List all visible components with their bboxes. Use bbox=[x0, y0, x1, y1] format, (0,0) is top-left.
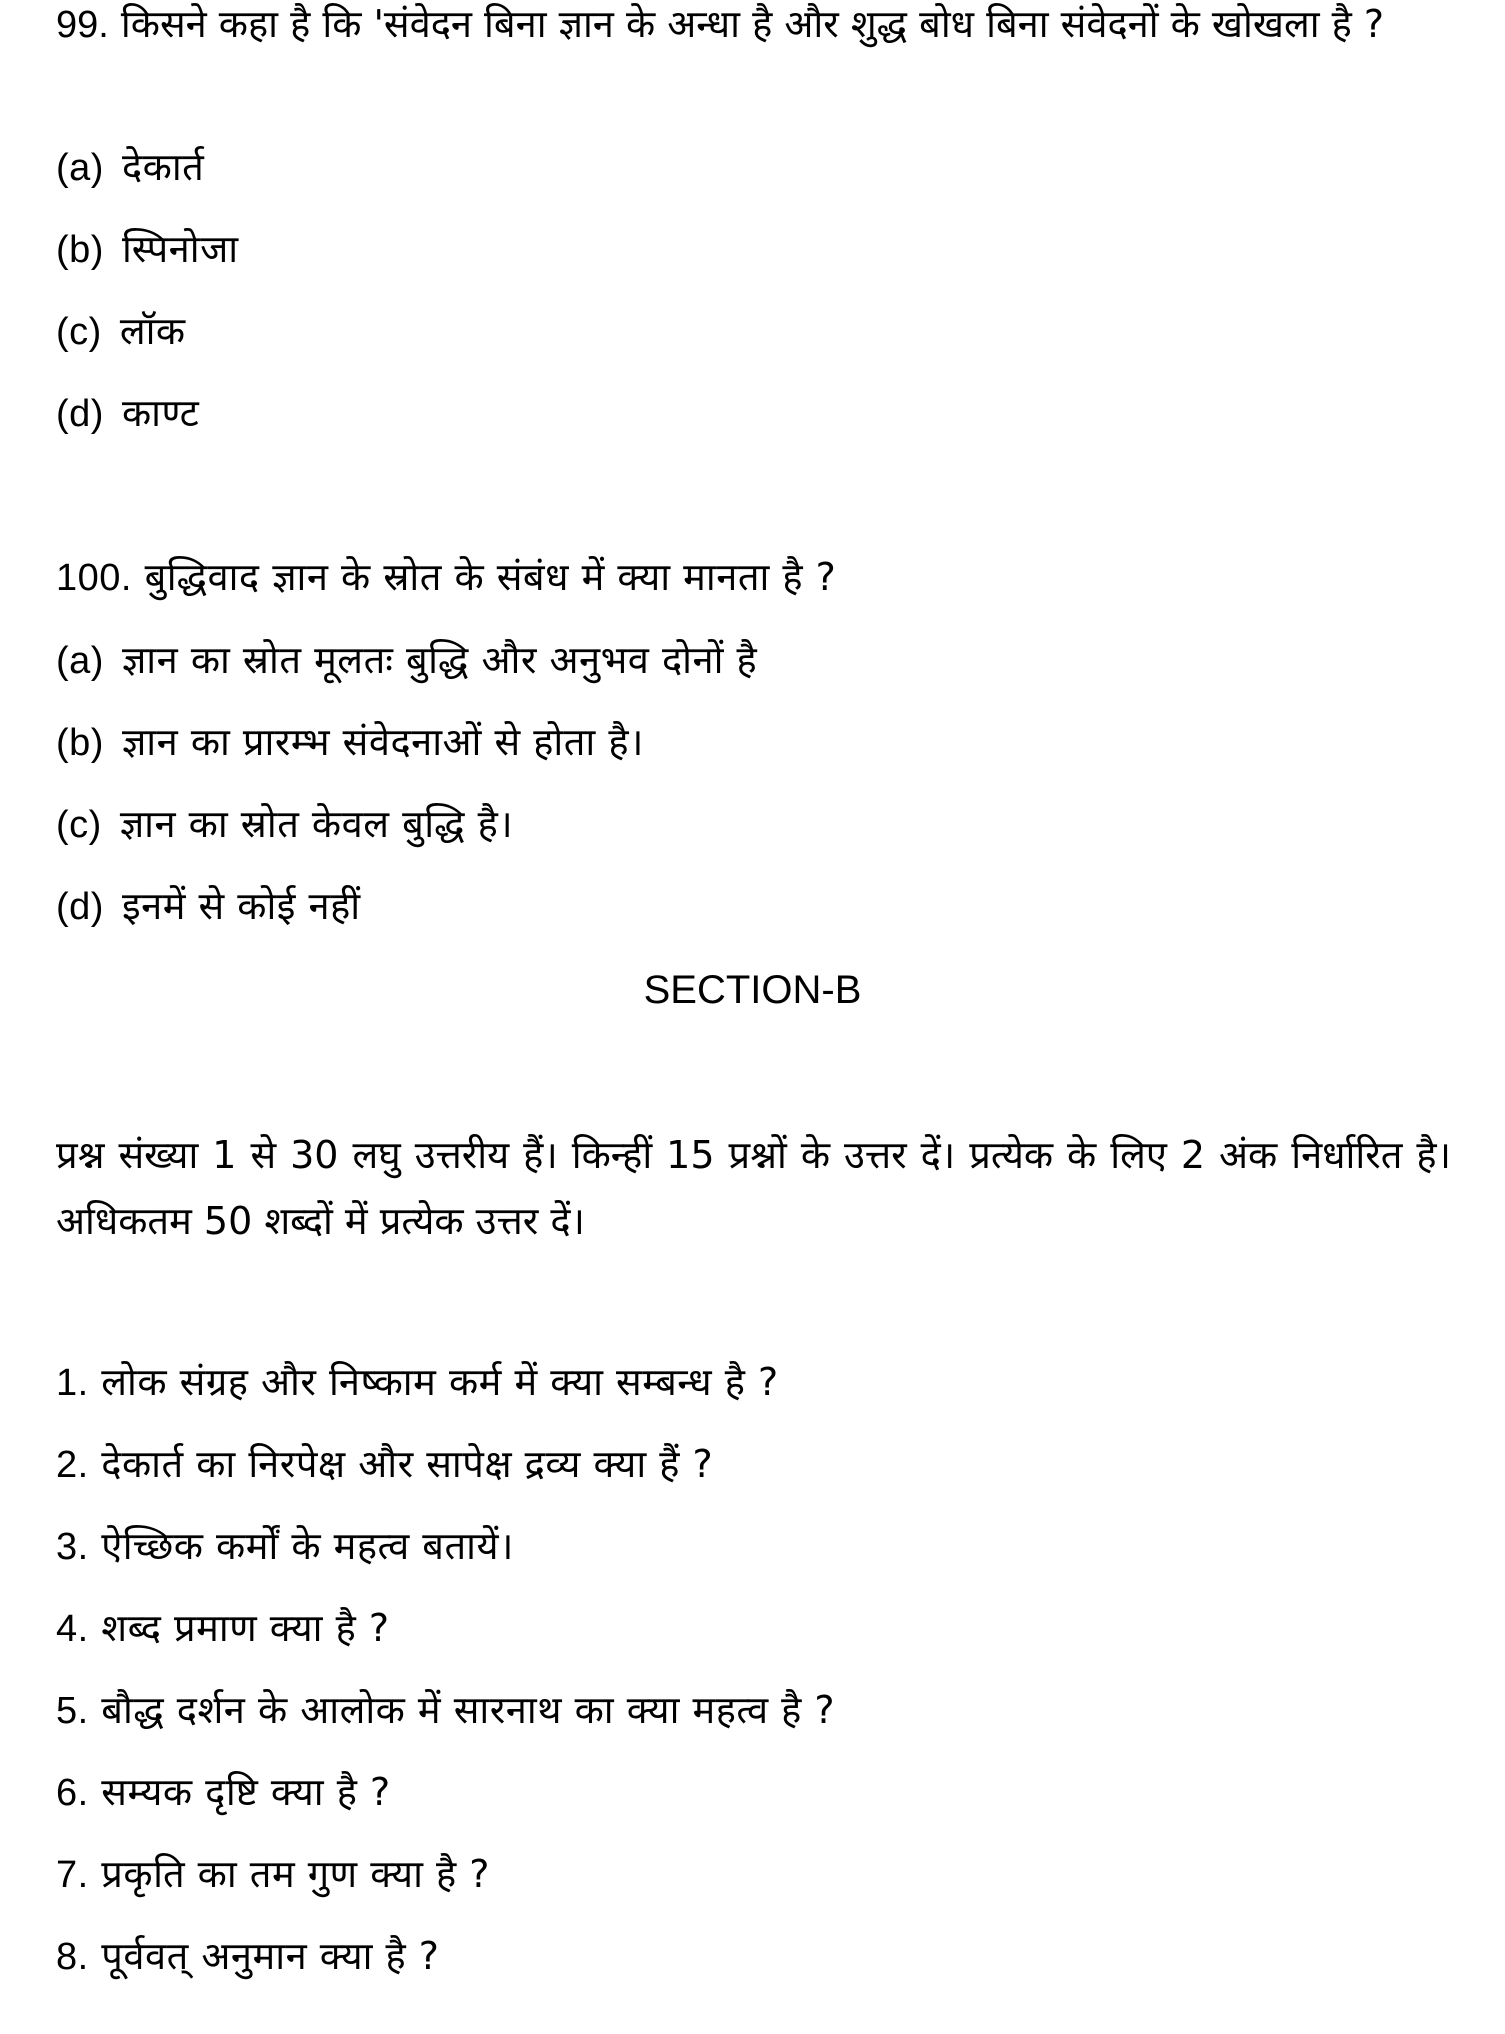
option-label: (c) bbox=[56, 311, 102, 353]
question-text: देकार्त का निरपेक्ष और सापेक्ष द्रव्य क्या हैं ? bbox=[101, 1442, 714, 1486]
option-d bbox=[56, 882, 361, 931]
option-text: इनमें से कोई नहीं bbox=[121, 884, 361, 928]
option-text: काण्ट bbox=[121, 391, 200, 435]
option-label: (b) bbox=[56, 229, 104, 271]
question-number: 99. bbox=[56, 4, 109, 46]
question-number: 100. bbox=[56, 557, 132, 599]
question-text: सम्यक दृष्टि क्या है ? bbox=[101, 1770, 391, 1814]
option-label: (a) bbox=[56, 640, 104, 682]
question-100 bbox=[56, 553, 836, 602]
short-question-7 bbox=[56, 1850, 490, 1899]
option-a bbox=[56, 636, 757, 685]
question-number: 5. bbox=[56, 1690, 89, 1732]
section-instructions: प्रश्न संख्या 1 से 30 लघु उत्तरीय हैं। किन्हीं 15 प्रश्नों के उत्तर दें। प्रत्येक के लिए 2 अंक निर्धारित है। अधिकतम 50 शब्दों में प्रत्येक उत्तर दें। bbox=[56, 1133, 1451, 1243]
question-number: 4. bbox=[56, 1608, 89, 1650]
option-b bbox=[56, 718, 644, 767]
option-b bbox=[56, 225, 239, 274]
question-text: लोक संग्रह और निष्काम कर्म में क्या सम्बन्ध है ? bbox=[101, 1360, 779, 1404]
question-text: बुद्धिवाद ज्ञान के स्रोत के संबंध में क्या मानता है ? bbox=[144, 555, 837, 599]
question-99 bbox=[56, 0, 1451, 57]
option-text: स्पिनोजा bbox=[121, 227, 239, 271]
short-question-8 bbox=[56, 1932, 439, 1981]
option-text: ज्ञान का प्रारम्भ संवेदनाओं से होता है। bbox=[121, 720, 644, 764]
question-text: किसने कहा है कि 'संवेदन बिना ज्ञान के अन्धा है और शुद्ध बोध बिना संवेदनों के खोखला है ? bbox=[120, 2, 1385, 46]
question-number: 3. bbox=[56, 1526, 89, 1568]
question-text: शब्द प्रमाण क्या है ? bbox=[101, 1606, 390, 1650]
option-text: ज्ञान का स्रोत मूलतः बुद्धि और अनुभव दोनों है bbox=[121, 638, 758, 682]
short-question-6 bbox=[56, 1768, 391, 1817]
option-a bbox=[56, 143, 204, 192]
question-number: 8. bbox=[56, 1936, 89, 1978]
option-text: लॉक bbox=[119, 309, 186, 353]
option-label: (b) bbox=[56, 722, 104, 764]
option-label: (c) bbox=[56, 804, 102, 846]
short-question-4 bbox=[56, 1604, 390, 1653]
short-question-5 bbox=[56, 1686, 835, 1735]
question-number: 2. bbox=[56, 1444, 89, 1486]
option-label: (a) bbox=[56, 147, 104, 189]
short-question-2 bbox=[56, 1440, 713, 1489]
question-number: 6. bbox=[56, 1772, 89, 1814]
option-c bbox=[56, 307, 186, 356]
question-text: प्रकृति का तम गुण क्या है ? bbox=[101, 1852, 490, 1896]
question-text: बौद्ध दर्शन के आलोक में सारनाथ का क्या महत्व है ? bbox=[101, 1688, 836, 1732]
short-question-3 bbox=[56, 1522, 514, 1571]
option-label: (d) bbox=[56, 393, 104, 435]
question-text: ऐच्छिक कर्मों के महत्व बतायें। bbox=[101, 1524, 514, 1568]
option-c bbox=[56, 800, 513, 849]
short-question-1 bbox=[56, 1358, 779, 1407]
option-d bbox=[56, 389, 199, 438]
option-text: देकार्त bbox=[121, 145, 205, 189]
option-label: (d) bbox=[56, 886, 104, 928]
option-text: ज्ञान का स्रोत केवल बुद्धि है। bbox=[119, 802, 514, 846]
question-number: 1. bbox=[56, 1362, 89, 1404]
question-number: 7. bbox=[56, 1854, 89, 1896]
section-heading: SECTION-B bbox=[643, 968, 862, 1012]
question-text: पूर्ववत् अनुमान क्या है ? bbox=[101, 1934, 440, 1978]
